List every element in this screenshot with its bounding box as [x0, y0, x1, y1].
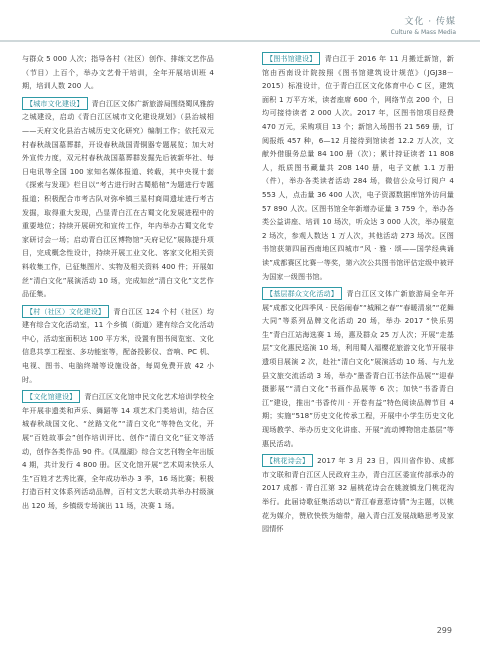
header-section-cn: 文化 · 传媒 — [404, 17, 456, 27]
section-title-peach-blossom-poetry: 【桃花诗会】 — [262, 454, 313, 467]
section-urban-culture — [22, 97, 214, 301]
right-column — [262, 52, 454, 540]
section-village-culture — [22, 305, 214, 387]
section-title-library: 【图书馆建设】 — [262, 52, 320, 65]
section-body-grassroots-culture: 青白江区文体广新旅游局全年开展“成都文化四季风 · 民俗闹春”“城厢之春”“春暖清泉”“花舞大同”等系列品牌文化活动 20 场，举办 2017 “快乐男生”青白江站海选赛 1 场，惠及群众 25 万人次；开展“走基层”文化惠民巡演 10 场，利用蜀人福樱花旅游文化节开展非遗项目展演 2 次，赴社“清白文化”展演活动 10 场、与九龙县文旅交流活动 3 场，举办“墨香青白江书法作品展”“迎春摄影展”“清白文化”书画作品展等 6 次；加快“书香青白江”建设，推出“书香传川 · 开卷有益”特色阅读品牌节目 4 期；实施“518”历史文化传承工程，开展中小学生历史文化现场教学、举办历史文化讲座、开展“流动博物馆走基层”等惠民活动。 — [262, 289, 454, 448]
left-intro-paragraph: 与群众 5 000 人次；指导各村（社区）创作、排练文艺作品（节目）上百个，举办文艺骨干培训，全年开展培训班 4 期，培训人数 200 人。 — [22, 54, 214, 91]
section-title-grassroots-culture: 【基层群众文化活动】 — [262, 287, 342, 300]
section-body-cultural-center: 青白江区文化馆申民文化艺术培训学校全年开展非遗类和声乐、舞蹈等 14 项艺术门类培训，结合区城春秋战国文化、“丝路文化”“清白文化”等特色文化，开展“百姓故事会”创作培训评比、创作“清白文化”征文等活动，创作各类作品 90 件。《凤凰湖》综合文艺刊物全年出版 4 期，共计发行 4 800 册。区文化馆开展“艺术周末快乐人生”百姓才艺秀比赛，全年成功举办 3 季，16 场比赛；积极打造百村文体系列活动品牌，百村文艺大联动共举办村级演出 120 场，乡镇级专场演出 11 场，决赛 1 场。 — [22, 392, 214, 510]
left-column — [22, 52, 214, 517]
section-body-peach-blossom-poetry: 2017 年 3 月 23 日，四川省作协、成都市文联和青白江区人民政府主办，青白江区委宣传部承办的 2017 成都 · 青白江第 32 届桃花诗会在姚渡镇龙门桃花沟举行。此届诗歌征集活动以“青江春意惹诗情”为主题，以桃花为媒介，赞欣快铁为缩带，融入青白江发展战略思考及家园情怀 — [262, 456, 454, 534]
section-peach-blossom-poetry — [262, 454, 454, 536]
section-title-village-culture: 【村（社区）文化建设】 — [22, 305, 109, 318]
running-header — [391, 14, 456, 36]
section-library — [262, 52, 454, 283]
section-body-library: 青白江于 2016 年 11 月搬迁新馆，新馆由西南设计院按照《图书馆建筑设计规范》（JGJ38－2015）标准设计，位于青白江区文化体育中心 C 区，建筑面积 1 万平方米，读者座席 600 个，网络节点 200 个，日均可接待读者 2 000 人次。2017 年，区图书馆项目经费 470 万元，采购项目 13 个；新馆入场图书 21 569 册，订阅报纸 457 种，6—12 月接待到馆读者 12.2 万人次，文献外借服务总量 84 100 册（次）；累计持证读者 11 808 人，纸质图书藏量共 208 140 册，电子文献 1.1 万册（件），举办各类读者活动 284 场，微信公众号订阅户 4 553 人，点击量 36 400 人次，电子资源数据库馆外访问量 57 890 人次。区图书馆全年新增办证量 3 759 个，举办各类公益讲座、培训 10 场次，听众达 3 000 人次，举办展览 2 场次，参观人数达 1 万人次，其他活动 273 场次。区图书馆获第四届西南地区四城市“风 · 雅 · 颂——国学经典诵读”成都赛区比赛一等奖，第六次公共图书馆评估定级中被评为国家一级图书馆。 — [262, 54, 454, 281]
header-section-en: Culture & Mass Media — [390, 29, 456, 36]
section-body-urban-culture: 青白江区文体广新旅游局围绕蜀风雅韵之城建设，启动《青白江区城市文化建设规划》（县治城相——天府文化县治古城历史文化研究）编制工作；依托双元村春秋战国墓葬群，开设春秋战国青铜器专题展览；加大对外宣传力度，双元村春秋战国墓葬群发掘先后被新华社、每日电讯等全国 100 家知名媒体报道、转载，其中央视十套《探索与发现》栏目以“考古进行时古蜀船棺”为题进行专题报道；积极配合市考古队对弥牟镇三星村商周遗址进行考古发掘，取得重大发现，凸显青白江在古蜀文化发展进程中的重要地位；持续开展研究和宣传工作，年内举办古蜀文化专家研讨会一场；启动青白江区博物馆“天府记忆”展陈提升项目，完成概念性设计，持续开展工业文化、客家文化相关资料收集工作，已征集图片、实物及相关资料 400 件；开展如丝“清白文化”展演活动 10 场，完成如丝“清白文化”文艺作品征集。 — [22, 98, 214, 299]
header-rule — [0, 40, 480, 42]
section-title-urban-culture: 【城市文化建设】 — [22, 97, 88, 110]
section-body-village-culture: 青白江区 124 个村（社区）均建有综合文化活动室，11 个乡镇（街道）建有综合文化活动中心，活动室面积达 100 平方米，设置有图书阅览室、文化信息共享工程室、多功能室等，配备投影仪、音响、PC 机、电视、图书、电脑终端等设施设备，每周免费开放 42 小时。 — [22, 306, 214, 384]
page-number: 299 — [436, 626, 452, 635]
section-cultural-center — [22, 390, 214, 512]
section-grassroots-culture — [262, 287, 454, 450]
section-title-cultural-center: 【文化馆建设】 — [22, 390, 80, 403]
